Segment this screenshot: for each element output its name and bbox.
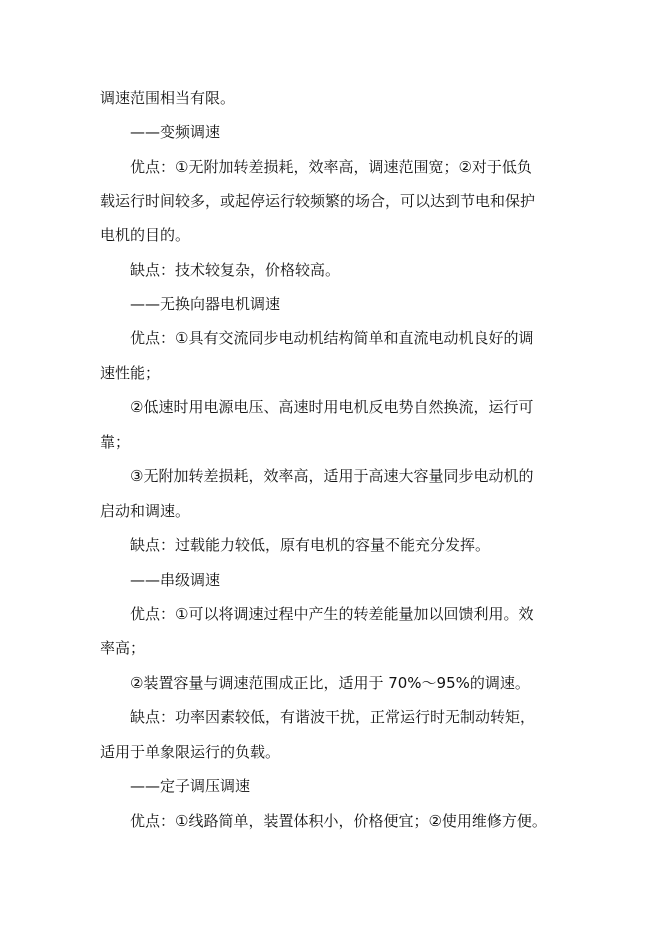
text-line: 速性能； — [100, 364, 161, 382]
text-line: ②装置容量与调速范围成正比，适用于 70%～95%的调速。 — [130, 674, 530, 692]
text-line: 优点：①可以将调速过程中产生的转差能量加以回馈利用。效 — [130, 605, 534, 623]
text-line: 优点：①具有交流同步电动机结构简单和直流电动机良好的调 — [130, 329, 534, 347]
section-heading: ——定子调压调速 — [130, 777, 251, 795]
text-line: 优点：①无附加转差损耗，效率高，调速范围宽；②对于低负 — [130, 158, 532, 176]
text-line: 载运行时间较多，或起停运行较频繁的场合，可以达到节电和保护 — [100, 192, 536, 210]
text-line: ②低速时用电源电压、高速时用电机反电势自然换流，运行可 — [130, 398, 534, 416]
section-heading: ——无换向器电机调速 — [130, 295, 281, 313]
text-line: 缺点：技术较复杂，价格较高。 — [130, 261, 341, 279]
text-line: ③无附加转差损耗，效率高，适用于高速大容量同步电动机的 — [130, 467, 534, 485]
text-line: 适用于单象限运行的负载。 — [100, 743, 281, 761]
text-line: 调速范围相当有限。 — [100, 89, 236, 107]
text-line: 靠； — [100, 433, 131, 451]
text-line: 缺点：过载能力较低，原有电机的容量不能充分发挥。 — [130, 536, 491, 554]
text-line: 优点：①线路简单，装置体积小，价格便宜；②使用维修方便。 — [130, 812, 547, 830]
text-line: 启动和调速。 — [100, 502, 191, 520]
text-line: 缺点：功率因素较低，有谐波干扰，正常运行时无制动转矩， — [130, 708, 536, 726]
section-heading: ——串级调速 — [130, 571, 221, 589]
text-line: 率高； — [100, 639, 146, 657]
section-heading: ——变频调速 — [130, 123, 221, 141]
text-line: 电机的目的。 — [100, 226, 191, 244]
